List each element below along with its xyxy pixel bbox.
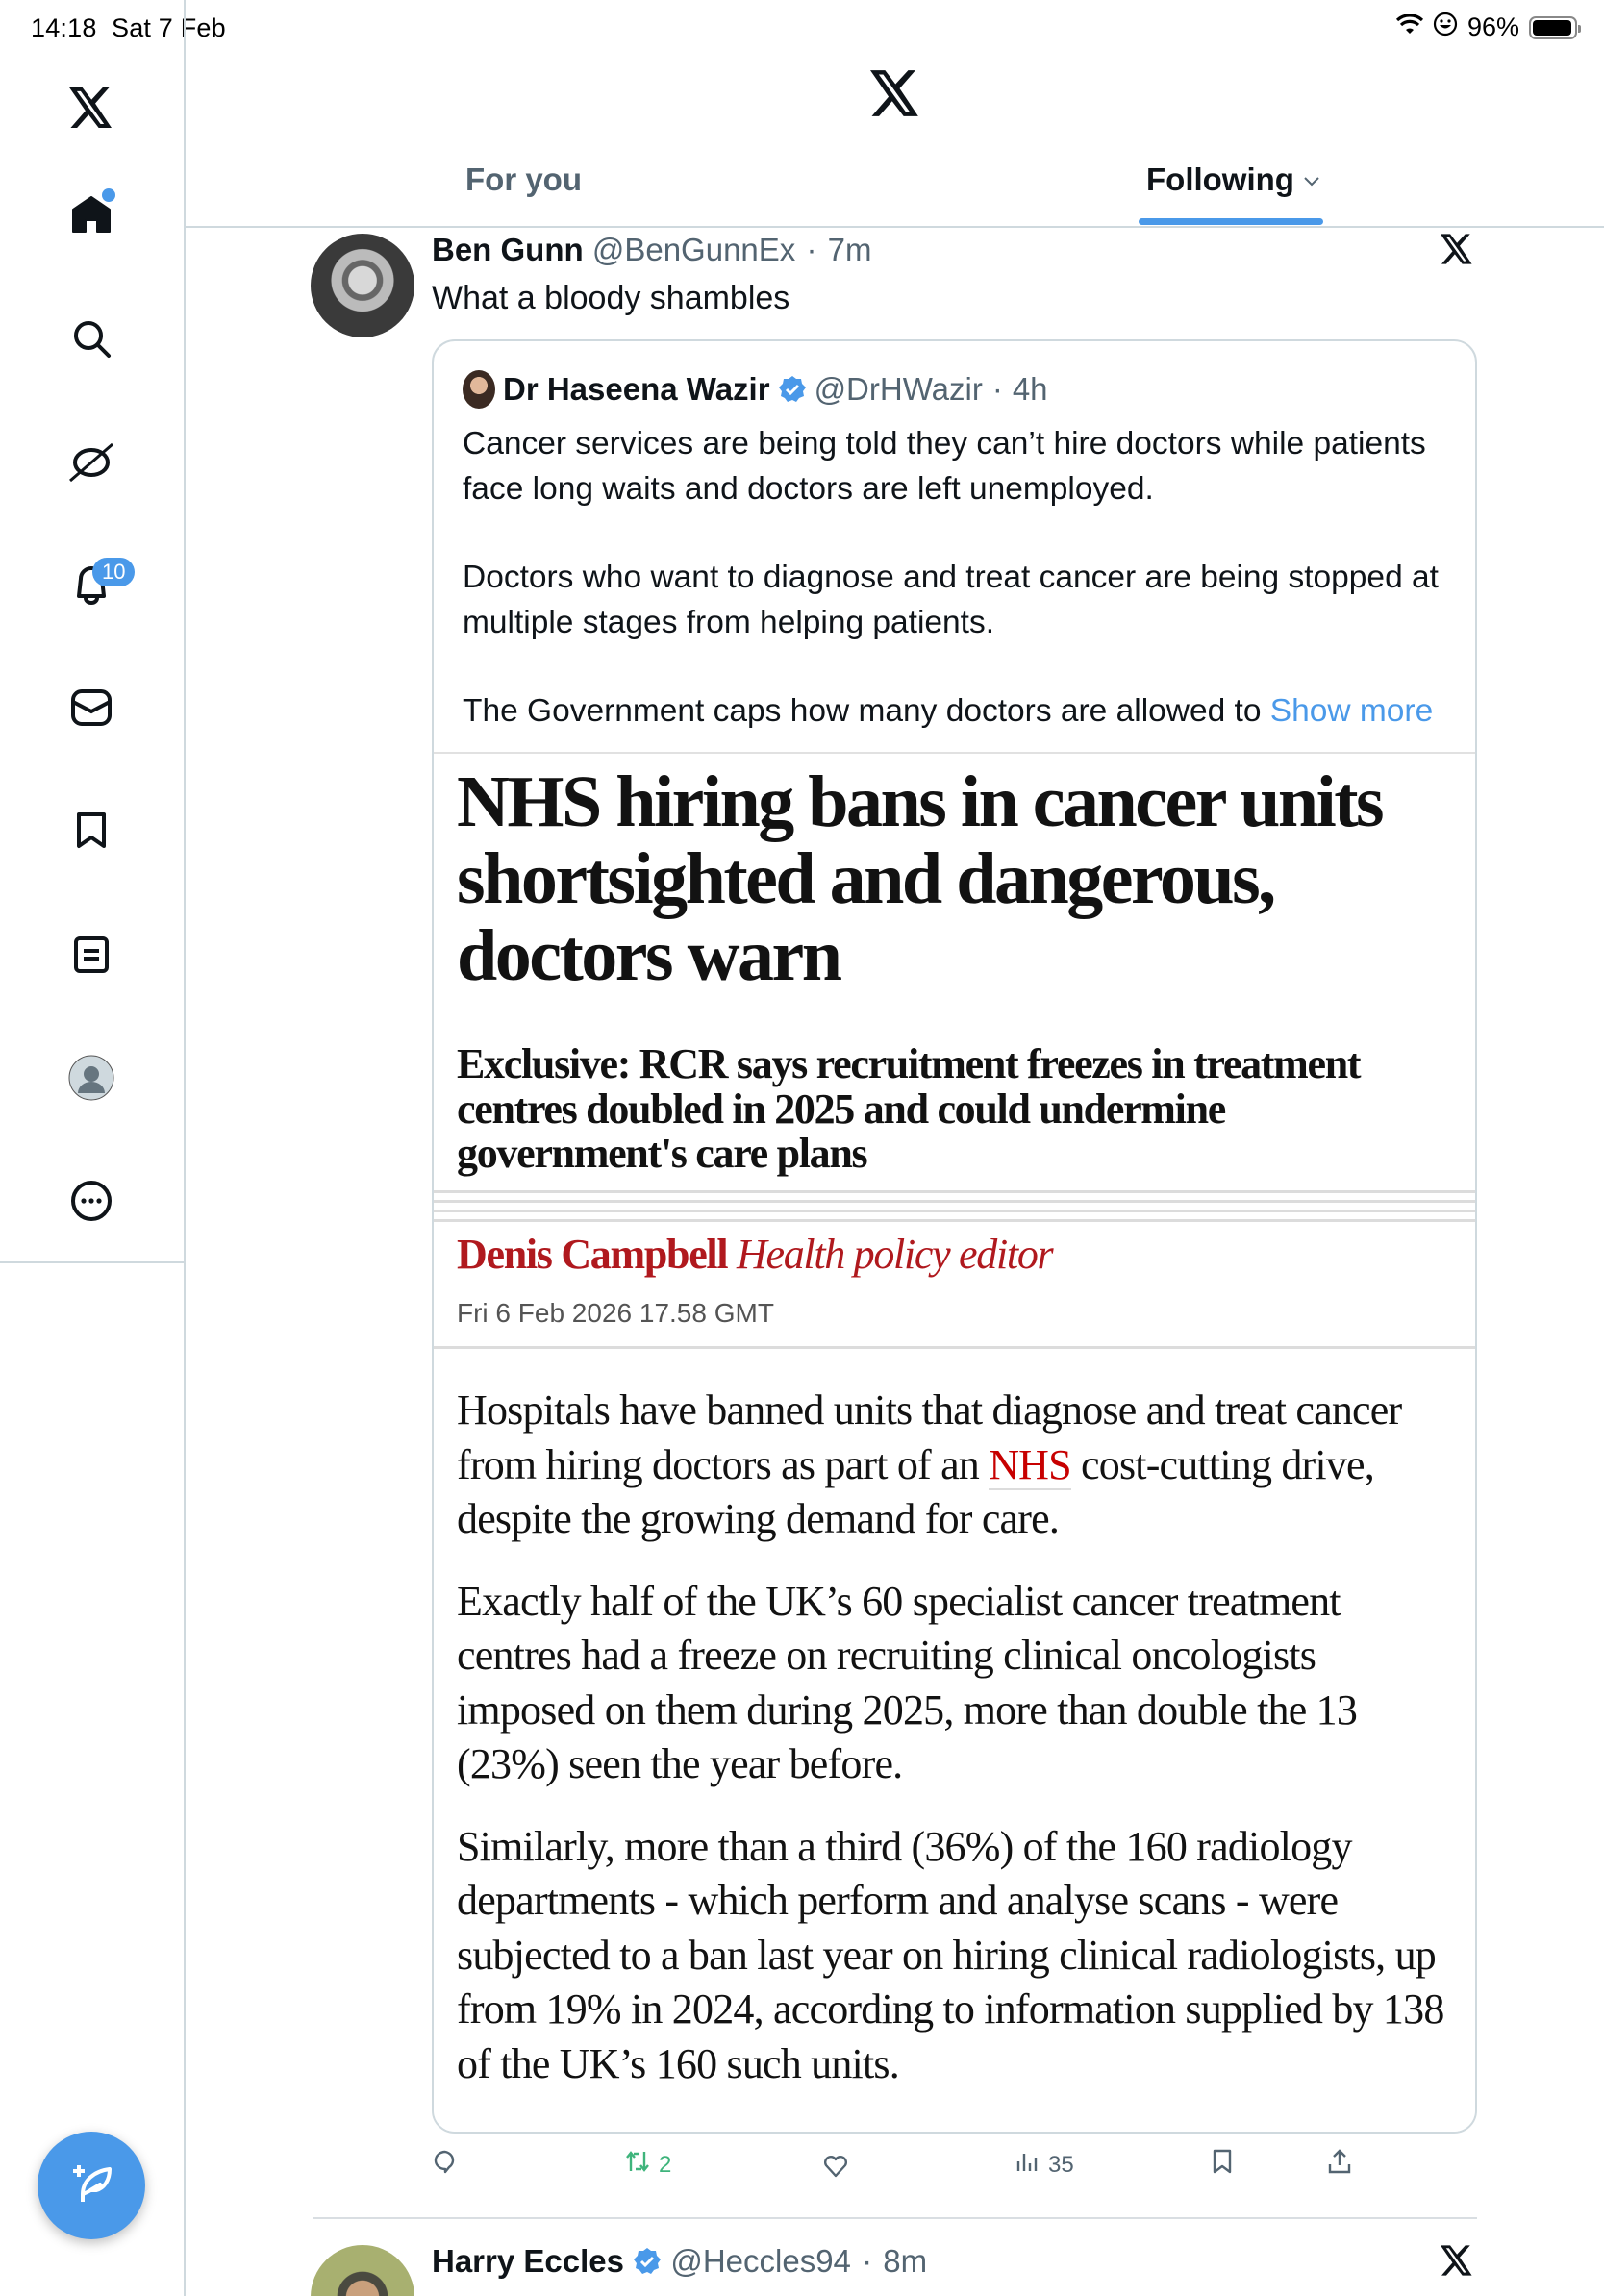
author-name[interactable]: Harry Eccles bbox=[432, 2243, 624, 2279]
article-paragraph: Similarly, more than a third (36%) of the 160 radiology departments - which perform and analyse scans - were subjected to a ban last year on hiring clinical radiologists, up from 19% in 2024, according to information supplied by 138 of the UK’s 160 such units. bbox=[457, 1822, 1444, 2087]
nhs-link: NHS bbox=[989, 1440, 1071, 1488]
quote-paragraph-truncated bbox=[463, 689, 1453, 735]
retweet-button[interactable] bbox=[624, 2148, 671, 2182]
tweet-divider bbox=[313, 2217, 1477, 2219]
grok-x-icon[interactable] bbox=[1441, 2245, 1473, 2278]
avatar[interactable] bbox=[311, 234, 414, 337]
separator: · bbox=[797, 232, 826, 267]
sidebar-item-more[interactable] bbox=[63, 1174, 120, 1232]
chevron-down-icon[interactable] bbox=[1303, 171, 1320, 193]
reply-icon bbox=[432, 2148, 459, 2182]
quote-body bbox=[463, 422, 1453, 735]
article-paragraph bbox=[457, 1384, 1457, 1547]
bookmark-button[interactable] bbox=[1209, 2148, 1236, 2182]
quote-header bbox=[463, 370, 1048, 409]
bookmark-icon bbox=[1209, 2148, 1236, 2182]
quote-paragraph: Cancer services are being told they can’t hire doctors while patients face long waits and doctors are left unemployed. bbox=[463, 426, 1426, 507]
battery-fill bbox=[1533, 20, 1571, 36]
active-tab-indicator bbox=[1139, 218, 1323, 225]
article-standfirst: Exclusive: RCR says recruitment freezes in treatment centres doubled in 2025 and could undermine government's care plans bbox=[457, 1040, 1361, 1177]
sidebar bbox=[0, 0, 186, 2296]
compose-feather-icon bbox=[67, 2159, 115, 2212]
reply-button[interactable] bbox=[432, 2148, 466, 2182]
views-chart-icon bbox=[1014, 2148, 1040, 2182]
profile-avatar-icon bbox=[68, 1055, 114, 1106]
bookmark-icon bbox=[74, 811, 109, 855]
focus-smiley-icon bbox=[1433, 12, 1458, 43]
share-icon bbox=[1326, 2148, 1353, 2182]
article-rule bbox=[434, 1346, 1477, 1349]
header-x-logo-icon[interactable] bbox=[865, 63, 925, 123]
lists-icon bbox=[73, 936, 110, 979]
status-bar-right bbox=[1396, 12, 1577, 43]
grok-icon bbox=[68, 440, 114, 487]
quote-time: 4h bbox=[1012, 371, 1048, 407]
sidebar-item-messages[interactable] bbox=[63, 681, 120, 738]
status-time: 14:18 bbox=[31, 13, 97, 42]
status-date: Sat 7 Feb bbox=[111, 13, 226, 42]
article-byline bbox=[457, 1230, 1052, 1279]
views-count: 35 bbox=[1048, 2151, 1074, 2178]
quote-avatar[interactable] bbox=[463, 370, 495, 409]
verified-badge-icon bbox=[633, 2247, 662, 2276]
retweet-count: 2 bbox=[659, 2151, 672, 2178]
article-text: Hospitals have banned units that diagnose and treat cancer from hiring doctors as part of an bbox=[457, 1386, 1402, 1488]
sidebar-item-search[interactable] bbox=[63, 312, 120, 370]
retweet-icon bbox=[624, 2148, 651, 2182]
share-button[interactable] bbox=[1326, 2148, 1353, 2182]
sidebar-item-bookmarks[interactable] bbox=[63, 804, 120, 861]
header-divider bbox=[186, 226, 1604, 228]
article-rule bbox=[434, 1190, 1477, 1193]
heart-icon bbox=[822, 2152, 849, 2185]
tweet-header bbox=[432, 232, 871, 268]
quote-paragraph: Doctors who want to diagnose and treat cancer are being stopped at multiple stages from helping patients. bbox=[463, 560, 1439, 640]
author-handle[interactable]: @BenGunnEx bbox=[591, 232, 796, 267]
sidebar-item-grok[interactable] bbox=[63, 435, 120, 492]
sidebar-item-lists[interactable] bbox=[63, 928, 120, 986]
compose-button[interactable] bbox=[38, 2132, 145, 2239]
article-text: cost-cutting drive, despite the growing demand for care. bbox=[457, 1440, 1374, 1542]
sidebar-item-profile[interactable] bbox=[63, 1051, 120, 1109]
author-name[interactable]: Ben Gunn bbox=[432, 232, 584, 267]
more-circle-icon bbox=[70, 1180, 113, 1227]
author-handle[interactable]: @Heccles94 bbox=[670, 2243, 851, 2279]
article-headline: NHS hiring bans in cancer units shortsighted and dangerous, doctors warn bbox=[457, 761, 1383, 996]
truncated-text: The Government caps how many doctors are allowed to bbox=[463, 693, 1270, 729]
like-button[interactable] bbox=[822, 2152, 857, 2185]
byline-role: Health policy editor bbox=[736, 1231, 1053, 1278]
quoted-tweet-card[interactable] bbox=[432, 339, 1477, 2134]
tweet-text: What a bloody shambles bbox=[432, 280, 790, 316]
tweet-time[interactable]: 8m bbox=[883, 2243, 928, 2279]
wifi-icon bbox=[1396, 12, 1423, 42]
sidebar-divider bbox=[0, 1261, 185, 1263]
tweet-time[interactable]: 7m bbox=[827, 232, 872, 267]
quote-author-name[interactable]: Dr Haseena Wazir bbox=[503, 371, 770, 407]
home-unread-dot bbox=[102, 188, 115, 202]
mail-icon bbox=[70, 688, 113, 732]
tweet-actions bbox=[432, 2148, 1393, 2186]
grok-x-icon[interactable] bbox=[1441, 234, 1473, 266]
search-icon bbox=[71, 319, 112, 364]
avatar[interactable] bbox=[311, 2245, 414, 2296]
tweet-header bbox=[432, 2243, 927, 2280]
byline-name: Denis Campbell bbox=[457, 1231, 728, 1278]
tab-for-you[interactable]: For you bbox=[465, 162, 582, 197]
tab-following[interactable]: Following bbox=[1146, 162, 1294, 197]
battery-icon bbox=[1529, 16, 1577, 39]
show-more-link[interactable]: Show more bbox=[1269, 693, 1434, 729]
article-rule bbox=[434, 1200, 1477, 1203]
article-rule bbox=[434, 1210, 1477, 1212]
separator: · bbox=[991, 371, 1003, 407]
battery-percent: 96% bbox=[1466, 12, 1519, 41]
quote-handle[interactable]: @DrHWazir bbox=[814, 371, 983, 407]
separator: · bbox=[852, 2243, 882, 2279]
article-date: Fri 6 Feb 2026 17.58 GMT bbox=[457, 1298, 774, 1328]
x-logo-icon[interactable] bbox=[63, 79, 120, 137]
article-rule bbox=[434, 1219, 1477, 1222]
article-paragraph: Exactly half of the UK’s 60 specialist cancer treatment centres had a freeze on recruiting clinical oncologists imposed on them during 2025, more than double the 13 (23%) seen the year before. bbox=[457, 1577, 1358, 1787]
notification-badge: 10 bbox=[92, 558, 135, 586]
verified-badge-icon bbox=[778, 375, 807, 404]
article-screenshot bbox=[434, 752, 1477, 2134]
article-body bbox=[457, 1384, 1457, 2119]
views-button[interactable] bbox=[1014, 2148, 1074, 2182]
